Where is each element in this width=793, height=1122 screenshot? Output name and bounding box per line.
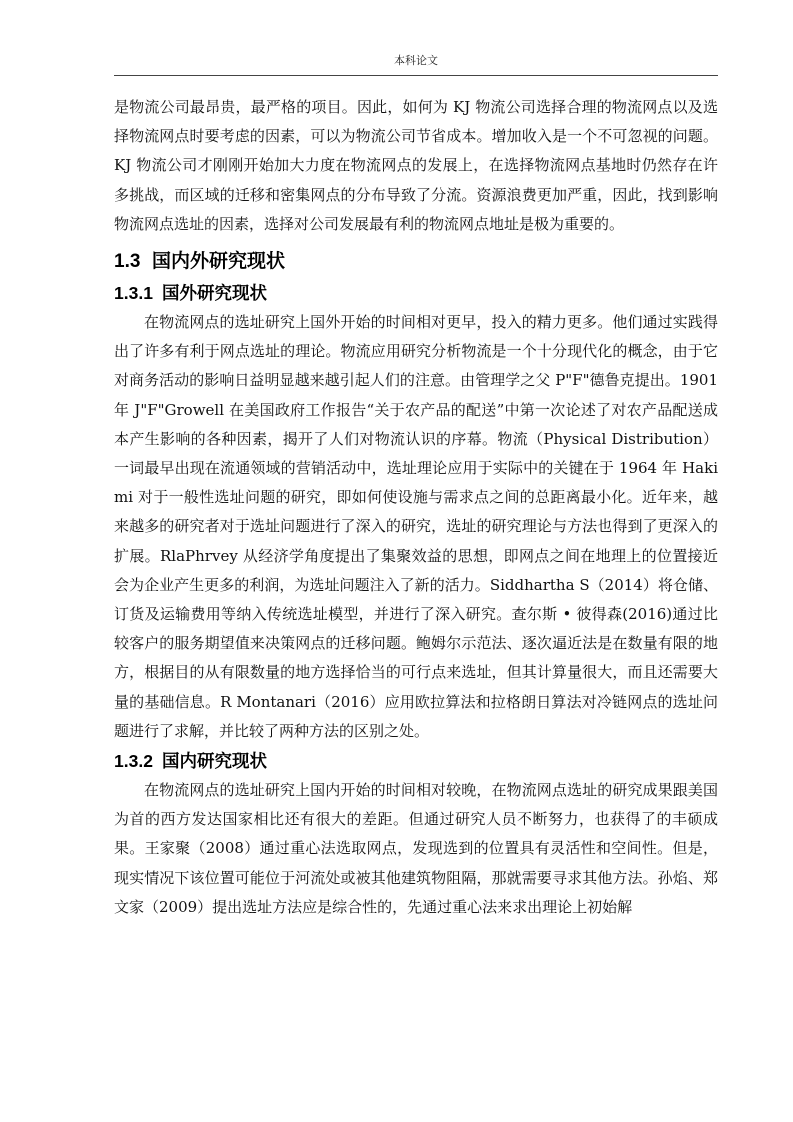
section-heading-1-3 [114,250,718,274]
subsection-title: 国内研究现状 [162,751,267,772]
subsection-title: 国外研究现状 [162,283,267,304]
paragraph-foreign-research: 在物流网点的选址研究上国外开始的时间相对更早，投入的精力更多。他们通过实践得出了许多有利于网点选址的理论。物流应用研究分析物流是一个十分现代化的概念，由于它对商务活动的影响日益明显越来越引起人们的注意。由管理学之父 P"F"德鲁克提出。1901 年 J"F"Growell 在美国政府工作报告“关于农产品的配送”中第一次论述了对农产品配送成本产生影响的各种因素，揭开了人们对物流认识的序幕。物流（Physical Distribution）一词最早出现在流通领域的营销活动中，选址理论应用于实际中的关键在于 1964 年 Hakimi 对于一般性选址问题的研究，即如何使设施与需求点之间的总距离最小化。近年来，越来越多的研究者对于选址问题进行了深入的研究，选址的研究理论与方法也得到了更深入的扩展。RlaPhrvey 从经济学角度提出了集聚效益的思想，即网点之间在地理上的位置接近会为企业产生更多的利润，为选址问题注入了新的活力。Siddhartha S（2014）将仓储、订货及运输费用等纳入传统选址模型，并进行了深入研究。查尔斯 • 彼得森(2016)通过比较客户的服务期望值来决策网点的迁移问题。鲍姆尔示范法、逐次逼近法是在数量有限的地方，根据目的从有限数量的地方选择恰当的可行点来选址，但其计算量很大，而且还需要大量的基础信息。R Montanari（2016）应用欧拉算法和拉格朗日算法对冷链网点的选址问题进行了求解，并比较了两种方法的区别之处。 [114,313,718,740]
document-body [114,93,718,922]
section-title: 国内外研究现状 [152,251,286,273]
header-divider [114,75,718,76]
paragraph-intro-continued: 是物流公司最昂贵，最严格的项目。因此，如何为 KJ 物流公司选择合理的物流网点以及选择物流网点时要考虑的因素，可以为物流公司节省成本。增加收入是一个不可忽视的问题。KJ 物流公司才刚刚开始加大力度在物流网点的发展上，在选择物流网点基地时仍然存在许多挑战，而区域的迁移和密集网点的分布导致了分流。资源浪费更加严重，因此，找到影响物流网点选址的因素，选择对公司发展最有利的物流网点地址是极为重要的。 [114,98,718,233]
subsection-number: 1.3.2 [114,751,153,772]
paragraph-domestic-research: 在物流网点的选址研究上国内开始的时间相对较晚，在物流网点选址的研究成果跟美国为首的西方发达国家相比还有很大的差距。但通过研究人员不断努力，也获得了的丰硕成果。王家聚（2008）通过重心法选取网点，发现选到的位置具有灵活性和空间性。但是，现实情况下该位置可能位于河流处或被其他建筑物阻隔，那就需要寻求其他方法。孙焰、郑文家（2009）提出选址方法应是综合性的，先通过重心法来求出理论上初始解 [114,781,718,916]
page-header: 本科论文 [394,54,438,67]
subsection-number: 1.3.1 [114,283,153,304]
section-number: 1.3 [114,251,141,273]
subsection-heading-1-3-2 [114,750,718,772]
subsection-heading-1-3-1 [114,282,718,304]
